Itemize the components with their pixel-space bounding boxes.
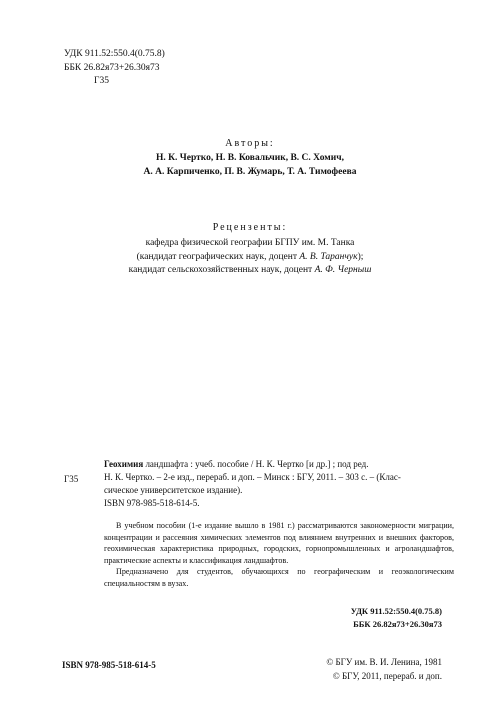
reviewer-2-prefix: (кандидат географических наук, доцент	[136, 252, 300, 262]
udk-code: УДК 911.52:550.4(0.75.8)	[64, 49, 165, 59]
biblio-line-2: Н. К. Чертко. – 2-е изд., перераб. и доп. – Минск : БГУ, 2011. – 303 с. – (Клас-	[104, 472, 401, 482]
bottom-udk: УДК 911.52:550.4(0.75.8)	[350, 606, 442, 616]
reviewers-line-3	[0, 265, 500, 275]
authors-line-2: А. А. Карпиченко, П. В. Жумарь, Т. А. Тимофеева	[143, 167, 357, 177]
top-classification	[64, 48, 165, 89]
copyright-line-2: © БГУ, 2011, перераб. и доп.	[332, 671, 442, 681]
biblio-title: Геохимия	[104, 459, 144, 469]
reviewer-3-name: А. Ф. Черныш	[314, 265, 372, 275]
biblio-line-1	[104, 458, 464, 471]
reviewer-3-prefix: кандидат сельскохозяйственных наук, доцент	[128, 265, 315, 275]
biblio-line-1-rest: ландшафта : учеб. пособие / Н. К. Чертко [и др.] ; под ред.	[143, 459, 369, 469]
reviewers-heading: Рецензенты:	[212, 222, 288, 233]
bbk-code: ББК 26.82я73+26.30я73	[64, 62, 160, 73]
biblio-line-3: сическое университетское издание).	[104, 485, 243, 495]
footer-isbn: ISBN 978-985-518-614-5	[62, 660, 156, 670]
abstract-paragraph-1: В учебном пособии (1-е издание вышло в 1981 г.) рассматриваются закономерности миграции, концентрации и рассеяния химических элементов под влиянием внутренних и внешних факторов, геохимическая характеристика природных, городских, горнопромышленных и агроландшафтов, практические аспекты и классификация ландшафтов.	[104, 521, 454, 565]
reviewer-2-name: А. В. Таранчук	[299, 252, 358, 262]
bibliographic-record	[104, 458, 464, 510]
reviewer-2-suffix: );	[357, 252, 364, 262]
authors-heading: Авторы:	[225, 138, 275, 149]
reviewers-line-2	[0, 252, 500, 262]
biblio-author-mark: Г35	[64, 474, 79, 484]
abstract-paragraph-2: Предназначено для студентов, обучающихся по географическим и геоэкологическим специальностям в вузах.	[104, 567, 454, 588]
copyright-line-1: © БГУ им. В. И. Ленина, 1981	[326, 657, 442, 667]
biblio-isbn: ISBN 978-985-518-614-5.	[104, 498, 200, 508]
author-mark: Г35	[94, 76, 109, 86]
abstract	[104, 520, 454, 590]
bottom-bbk: ББК 26.82я73+26.30я73	[353, 619, 442, 629]
authors-line-1: Н. К. Чертко, Н. В. Ковальчик, В. С. Хомич,	[156, 153, 344, 163]
reviewers-line-1: кафедра физической географии БГПУ им. М. Танка	[145, 238, 355, 248]
